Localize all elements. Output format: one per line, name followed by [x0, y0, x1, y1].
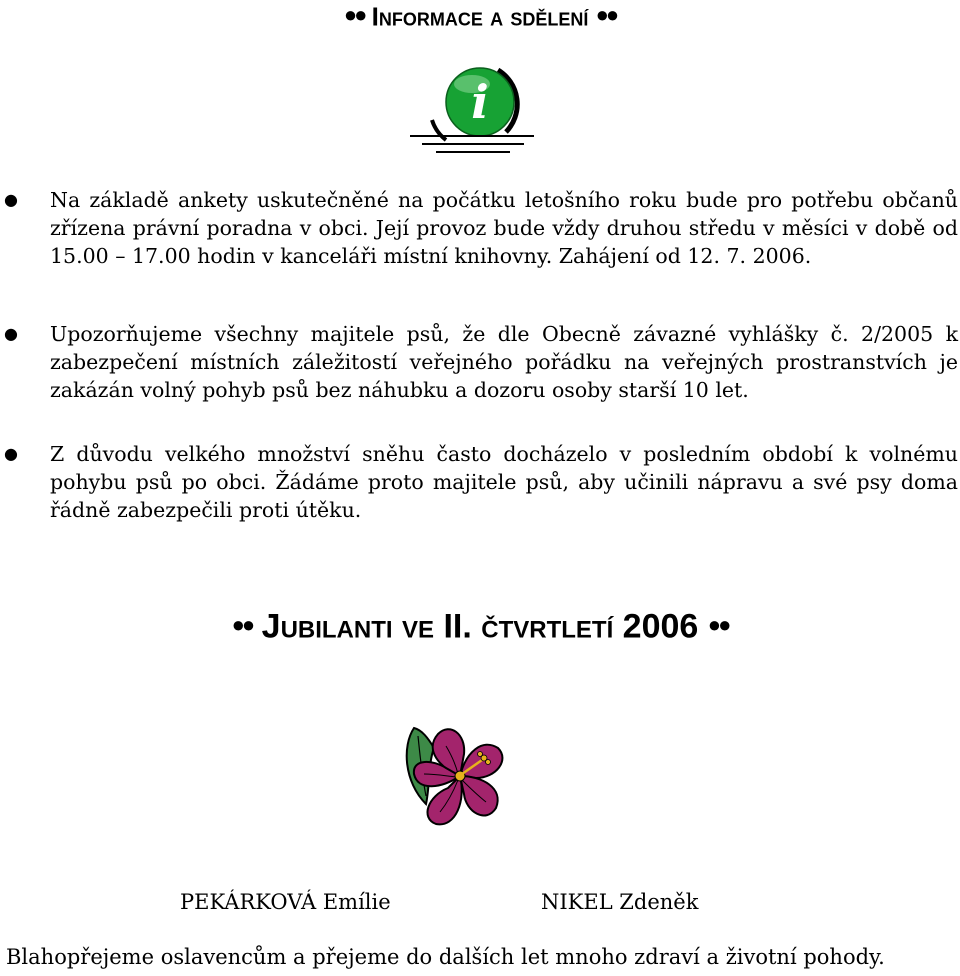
info-icon — [410, 62, 534, 162]
flower-icon — [400, 716, 512, 836]
bullet-icon: ● — [4, 190, 18, 209]
jubilant-name: PEKÁRKOVÁ Emílie — [180, 890, 391, 914]
jubilant-name: NIKEL Zdeněk — [541, 890, 699, 914]
section-heading-informace — [0, 0, 960, 33]
section-title: Informace a sdělení — [371, 1, 589, 32]
section-heading-jubilanti — [0, 606, 960, 647]
paragraph-text: Na základě ankety uskutečněné na počátku letošního roku bude pro potřebu občanů zřízena právní poradna v obci. Její provoz bude vždy druhou středu v měsíci v době od 15.00 – 17.00 hodin v kanceláři místní knihovny. Zahájení od 12. 7. 2006. — [50, 188, 958, 268]
bullet-icon: ● — [4, 324, 18, 343]
list-item — [4, 186, 958, 270]
bullet-icon: ● — [4, 444, 18, 463]
congratulation-text: Blahopřejeme oslavencům a přejeme do dalších let mnoho zdraví a životní pohody. — [6, 945, 885, 969]
list-item — [4, 440, 958, 524]
heading-dots-left: ●● — [231, 612, 253, 638]
heading-dots-right: ●● — [595, 2, 617, 28]
list-item — [4, 320, 958, 404]
heading-dots-left: ●● — [343, 2, 365, 28]
paragraph-text: Upozorňujeme všechny majitele psů, že dle Obecně závazné vyhlášky č. 2/2005 k zabezpečení místních záležitostí veřejného pořádku na veřejných prostranstvích je zakázán volný pohyb psů bez náhubku a dozoru osoby starší 10 let. — [50, 322, 958, 402]
heading-dots-right: ●● — [707, 612, 729, 638]
info-letter: i — [471, 75, 489, 129]
paragraph-text: Z důvodu velkého množství sněhu často docházelo v posledním období k volnému pohybu psů po obci. Žádáme proto majitele psů, aby učinili nápravu a své psy doma řádně zabezpečili proti útěku. — [50, 442, 958, 522]
section-title: Jubilanti ve II. čtvrtletí 2006 — [261, 607, 699, 646]
